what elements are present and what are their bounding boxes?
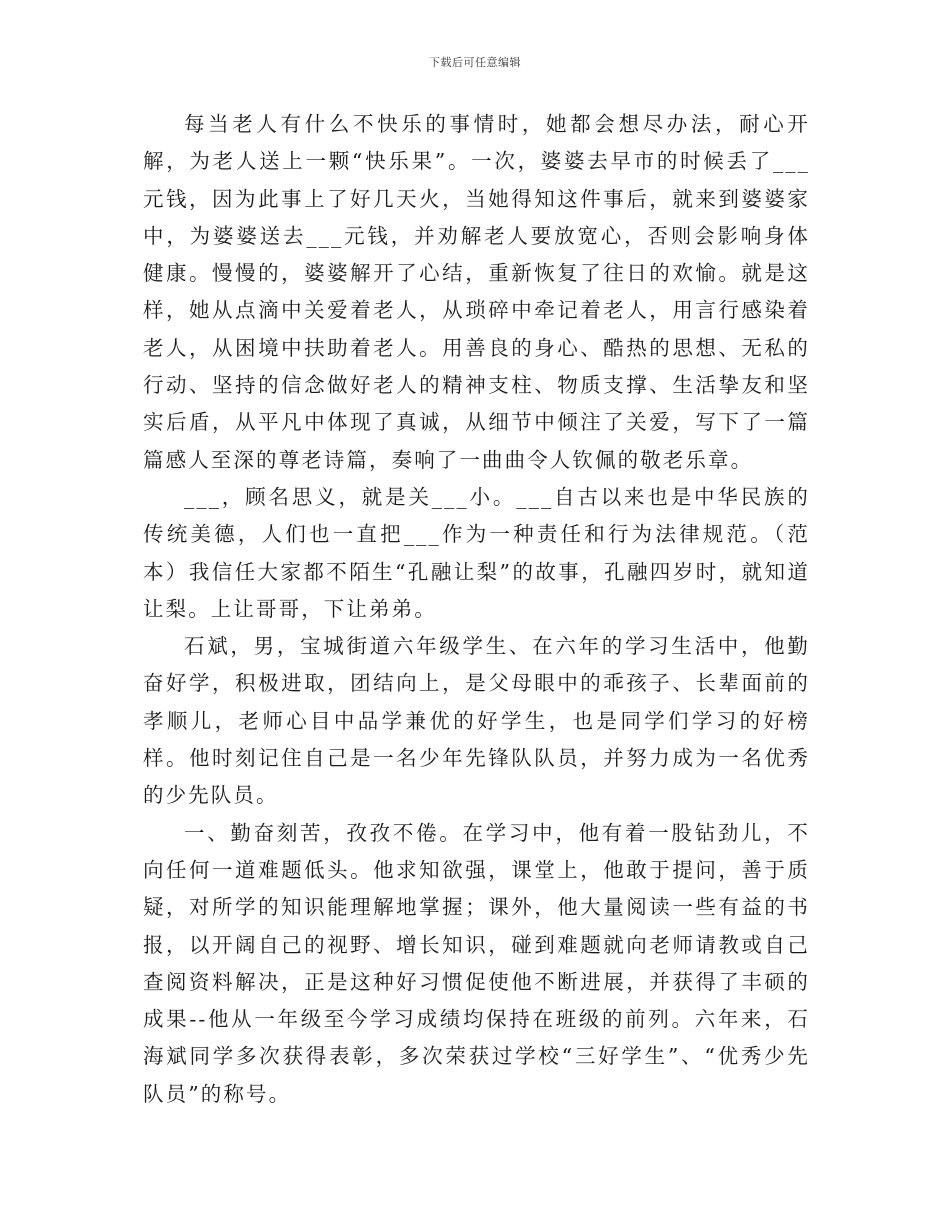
paragraph-elderly-care: 每当老人有什么不快乐的事情时，她都会想尽办法，耐心开解，为老人送上一颗“快乐果”。一次，婆婆去早市的时候丢了___元钱，因为此事上了好几天火，当她得知这件事后，就来到婆婆家中，为婆婆送去___元钱，并劝解老人要放宽心，否则会影响身体健康。慢慢的，婆婆解开了心结，重新恢复了往日的欢愉。就是这样，她从点滴中关爱着老人，从琐碎中牵记着老人，用言行感染着老人，从困境中扶助着老人。用善良的身心、酷热的思想、无私的行动、坚持的信念做好老人的精神支柱、物质支撑、生活挚友和坚实后盾，从平凡中体现了真诚，从细节中倾注了关爱，写下了一篇篇感人至深的尊老诗篇，奏响了一曲曲令人钦佩的敬老乐章。 [143,112,810,472]
page-header-note: 下载后可任意编辑 [429,56,521,69]
document-body [143,106,810,1113]
paragraph-student-profile: 石斌，男，宝城街道六年级学生、在六年的学习生活中，他勤奋好学，积极进取，团结向上，是父母眼中的乖孩子、长辈面前的孝顺儿，老师心目中品学兼优的好学生，也是同学们学习的好榜样。他时刻记住自己是一名少年先锋队队员，并努力成为一名优秀的少先队员。 [143,634,810,808]
paragraph-respect-intro: ___，顾名思义，就是关___小。___自古以来也是中华民族的传统美德，人们也一直把___作为一种责任和行为法律规范。（范本）我信任大家都不陌生“孔融让梨”的故事，孔融四岁时，就知道让梨。上让哥哥，下让弟弟。 [143,484,810,621]
paragraph-diligent-study: 一、勤奋刻苦，孜孜不倦。在学习中，他有着一股钻劲儿，不向任何一道难题低头。他求知欲强，课堂上，他敢于提问，善于质疑，对所学的知识能理解地掌握；课外，他大量阅读一些有益的书报，以开阔自己的视野、增长知识，碰到难题就向老师请教或自己查阅资料解决，正是这种好习惯促使他不断进展，并获得了丰硕的成果--他从一年级至今学习成绩均保持在班级的前列。六年来，石海斌同学多次获得表彰，多次荣获过学校“三好学生”、“优秀少先队员”的称号。 [143,820,810,1106]
